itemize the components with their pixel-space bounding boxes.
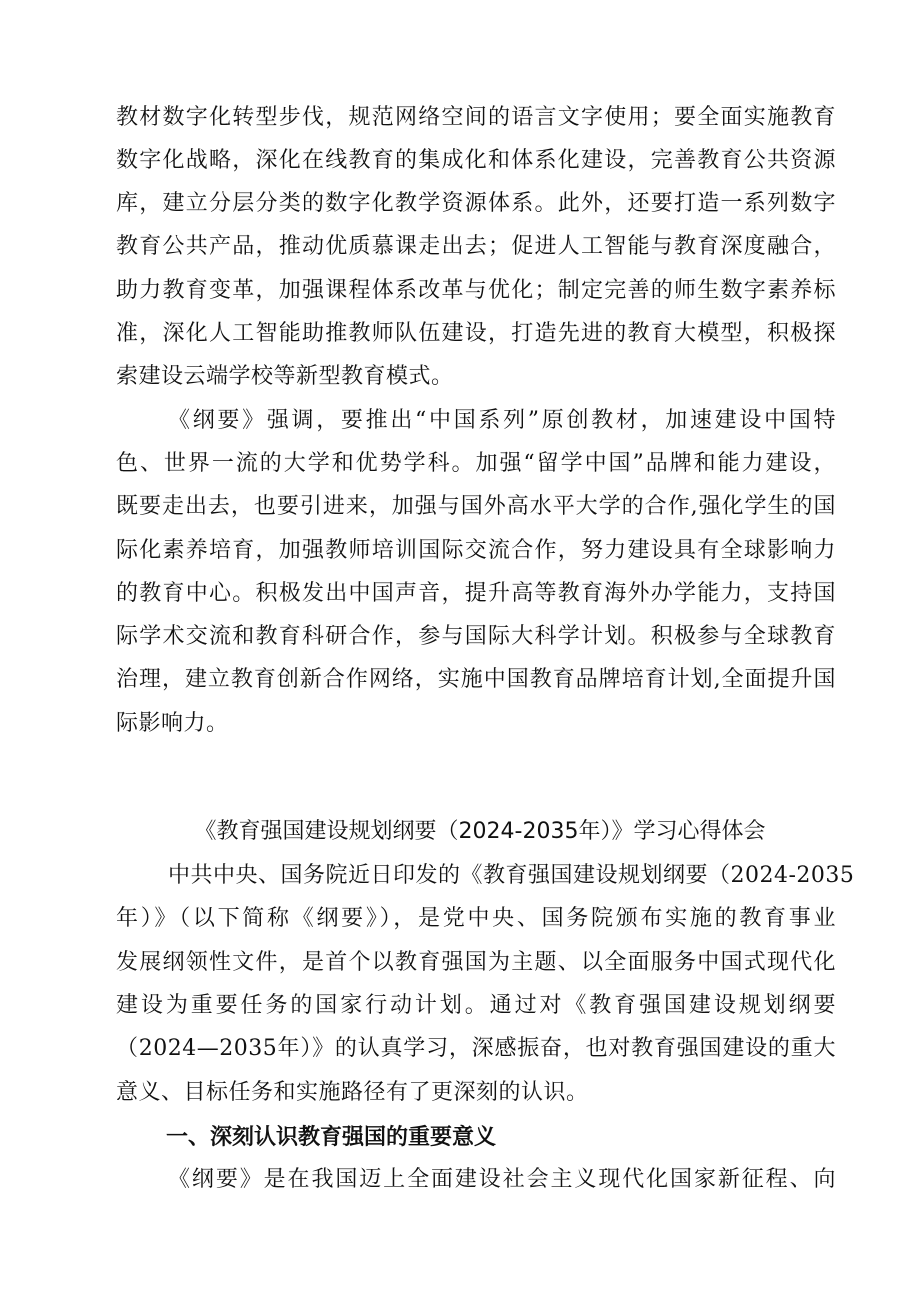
paragraph-3-line: 年）》（以下简称《纲要》），是党中央、国务院颁布实施的教育事业 [116,906,836,931]
paragraph-4-line: 《纲要》是在我国迈上全面建设社会主义现代化国家新征程、向 [168,1167,836,1192]
paragraph-2-line: 治理，建立教育创新合作网络，实施中国教育品牌培育计划,全面提升国 [116,667,836,692]
paragraph-2-line: 既要走出去，也要引进来，加强与国外高水平大学的合作,强化学生的国 [116,494,836,519]
paragraph-2-line: 际化素养培育，加强教师培训国际交流合作，努力建设具有全球影响力 [116,538,836,563]
paragraph-3-line: （2024—2035年）》的认真学习，深感振奋，也对教育强国建设的重大 [116,1036,836,1061]
article-title: 《教育强国建设规划纲要（2024-2035年）》学习心得体会 [194,819,766,844]
paragraph-3-line: 发展纲领性文件，是首个以教育强国为主题、以全面服务中国式现代化 [116,950,836,975]
paragraph-1-line: 助力教育变革，加强课程体系改革与优化；制定完善的师生数字素养标 [116,278,836,303]
paragraph-3-line: 建设为重要任务的国家行动计划。通过对《教育强国建设规划纲要 [116,993,836,1018]
paragraph-2-line: 的教育中心。积极发出中国声音，提升高等教育海外办学能力，支持国 [116,581,836,606]
paragraph-2-line: 色、世界一流的大学和优势学科。加强“留学中国”品牌和能力建设， [116,451,836,476]
paragraph-1-line: 数字化战略，深化在线教育的集成化和体系化建设，完善教育公共资源 [116,148,836,173]
section-heading: 一、深刻认识教育强国的重要意义 [166,1125,497,1150]
paragraph-1-line: 准，深化人工智能助推教师队伍建设，打造先进的教育大模型，积极探 [116,321,836,346]
paragraph-2-line: 际影响力。 [116,711,229,736]
paragraph-1-line: 教材数字化转型步伐，规范网络空间的语言文字使用；要全面实施教育 [116,105,836,130]
paragraph-3-line: 意义、目标任务和实施路径有了更深刻的认识。 [116,1080,589,1105]
paragraph-2-line: 《纲要》强调，要推出“中国系列”原创教材，加速建设中国特 [168,408,836,433]
paragraph-1-line: 教育公共产品，推动优质慕课走出去；促进人工智能与教育深度融合， [116,234,836,259]
paragraph-3-line: 中共中央、国务院近日印发的《教育强国建设规划纲要（2024-2035 [168,863,855,888]
paragraph-1-line: 库，建立分层分类的数字化教学资源体系。此外，还要打造一系列数字 [116,191,836,216]
paragraph-1-line: 索建设云端学校等新型教育模式。 [116,364,454,389]
paragraph-2-line: 际学术交流和教育科研合作，参与国际大科学计划。积极参与全球教育 [116,624,836,649]
